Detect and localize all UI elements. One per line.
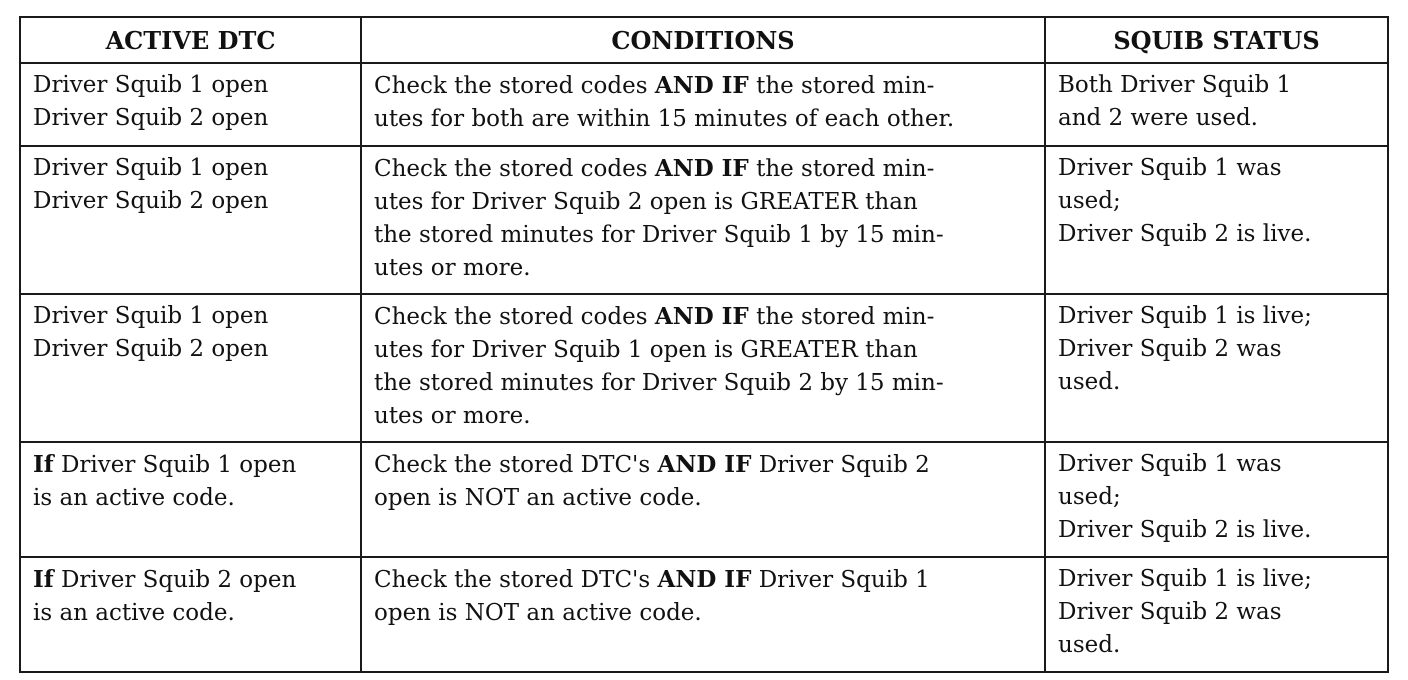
cell-active-dtc — [20, 146, 361, 294]
cell-text-line — [1058, 563, 1375, 596]
text-segment: Driver Squib 2 is live. — [1058, 221, 1312, 247]
cell-text-line — [374, 597, 1032, 630]
cell-text-line — [374, 186, 1032, 219]
cell-squib-status — [1045, 146, 1388, 294]
cell-text-line — [33, 69, 348, 102]
cell-text-line — [1058, 152, 1375, 185]
cell-text-line — [33, 448, 348, 482]
text-segment: Driver Squib 2 open — [33, 336, 269, 362]
cell-text-line — [374, 367, 1032, 400]
cell-squib-status — [1045, 442, 1388, 557]
table-row — [20, 63, 1388, 146]
cell-text-line — [1058, 185, 1375, 218]
cell-text-line — [374, 300, 1032, 334]
bold-text-segment: AND IF — [654, 155, 749, 182]
header-squib-status: SQUIB STATUS — [1045, 17, 1388, 63]
cell-text-line — [374, 448, 1032, 482]
text-segment: Driver Squib 1 is live; — [1058, 566, 1312, 592]
cell-text-line — [1058, 481, 1375, 514]
text-segment: Check the stored DTC's — [374, 567, 658, 593]
text-segment: the stored min- — [748, 156, 935, 182]
cell-text-line — [33, 300, 348, 333]
cell-text-line — [374, 219, 1032, 252]
text-segment: used. — [1058, 369, 1121, 395]
text-segment: used; — [1058, 188, 1121, 214]
header-row — [20, 17, 1388, 63]
cell-text-line — [1058, 218, 1375, 251]
text-segment: used. — [1058, 632, 1121, 658]
text-segment: the stored min- — [748, 73, 935, 99]
table-body — [20, 63, 1388, 672]
cell-text-line — [1058, 629, 1375, 662]
cell-text-line — [1058, 596, 1375, 629]
cell-conditions — [361, 557, 1045, 672]
text-segment: Check the stored DTC's — [374, 452, 658, 478]
text-segment: Driver Squib 2 open — [53, 567, 297, 593]
text-segment: Both Driver Squib 1 — [1058, 72, 1292, 98]
bold-text-segment: AND IF — [657, 566, 752, 593]
cell-conditions — [361, 146, 1045, 294]
text-segment: open is NOT an active code. — [374, 600, 702, 626]
text-segment: is an active code. — [33, 485, 235, 511]
cell-text-line — [374, 103, 1032, 136]
text-segment: Driver Squib 2 was — [1058, 336, 1282, 362]
text-segment: the stored min- — [748, 304, 935, 330]
cell-squib-status — [1045, 294, 1388, 442]
bold-text-segment: If — [33, 566, 54, 593]
text-segment: utes for Driver Squib 1 open is GREATER than — [374, 337, 918, 363]
text-segment: utes or more. — [374, 255, 531, 281]
cell-text-line — [1058, 333, 1375, 366]
table-row — [20, 442, 1388, 557]
header-active-dtc: ACTIVE DTC — [20, 17, 361, 63]
text-segment: Driver Squib 1 is live; — [1058, 303, 1312, 329]
cell-conditions — [361, 442, 1045, 557]
text-segment: and 2 were used. — [1058, 105, 1258, 131]
text-segment: utes for Driver Squib 2 open is GREATER than — [374, 189, 918, 215]
text-segment: Driver Squib 1 was — [1058, 155, 1282, 181]
cell-text-line — [374, 152, 1032, 186]
dtc-squib-status-table — [19, 16, 1389, 673]
text-segment: Driver Squib 1 open — [33, 155, 269, 181]
text-segment: used; — [1058, 484, 1121, 510]
cell-text-line — [374, 334, 1032, 367]
cell-conditions — [361, 63, 1045, 146]
cell-text-line — [1058, 102, 1375, 135]
text-segment: Driver Squib 2 was — [1058, 599, 1282, 625]
text-segment: the stored minutes for Driver Squib 1 by 15 min- — [374, 222, 944, 248]
text-segment: utes or more. — [374, 403, 531, 429]
text-segment: Driver Squib 2 open — [33, 188, 269, 214]
cell-active-dtc — [20, 294, 361, 442]
text-segment: is an active code. — [33, 600, 235, 626]
text-segment: Driver Squib 1 was — [1058, 451, 1282, 477]
cell-text-line — [33, 185, 348, 218]
text-segment: Driver Squib 1 open — [33, 72, 269, 98]
text-segment: utes for both are within 15 minutes of each other. — [374, 106, 955, 132]
cell-squib-status — [1045, 63, 1388, 146]
bold-text-segment: If — [33, 451, 54, 478]
table-row — [20, 146, 1388, 294]
header-conditions: CONDITIONS — [361, 17, 1045, 63]
cell-active-dtc — [20, 442, 361, 557]
text-segment: Driver Squib 1 — [751, 567, 930, 593]
text-segment: Driver Squib 2 open — [33, 105, 269, 131]
cell-squib-status — [1045, 557, 1388, 672]
text-segment: Driver Squib 2 — [751, 452, 930, 478]
cell-text-line — [374, 482, 1032, 515]
cell-text-line — [374, 563, 1032, 597]
text-segment: Driver Squib 1 open — [33, 303, 269, 329]
cell-text-line — [374, 252, 1032, 285]
table-row — [20, 294, 1388, 442]
cell-text-line — [374, 400, 1032, 433]
cell-active-dtc — [20, 557, 361, 672]
cell-text-line — [1058, 514, 1375, 547]
cell-text-line — [1058, 448, 1375, 481]
cell-text-line — [1058, 300, 1375, 333]
cell-text-line — [33, 152, 348, 185]
cell-text-line — [33, 482, 348, 515]
cell-text-line — [33, 333, 348, 366]
text-segment: Check the stored codes — [374, 304, 655, 330]
bold-text-segment: AND IF — [654, 72, 749, 99]
cell-text-line — [1058, 69, 1375, 102]
cell-conditions — [361, 294, 1045, 442]
text-segment: the stored minutes for Driver Squib 2 by 15 min- — [374, 370, 944, 396]
text-segment: open is NOT an active code. — [374, 485, 702, 511]
cell-active-dtc — [20, 63, 361, 146]
cell-text-line — [33, 102, 348, 135]
cell-text-line — [1058, 366, 1375, 399]
cell-text-line — [33, 563, 348, 597]
text-segment: Check the stored codes — [374, 156, 655, 182]
bold-text-segment: AND IF — [657, 451, 752, 478]
cell-text-line — [33, 597, 348, 630]
text-segment: Driver Squib 2 is live. — [1058, 517, 1312, 543]
table-row — [20, 557, 1388, 672]
cell-text-line — [374, 69, 1032, 103]
bold-text-segment: AND IF — [654, 303, 749, 330]
text-segment: Driver Squib 1 open — [53, 452, 297, 478]
text-segment: Check the stored codes — [374, 73, 655, 99]
